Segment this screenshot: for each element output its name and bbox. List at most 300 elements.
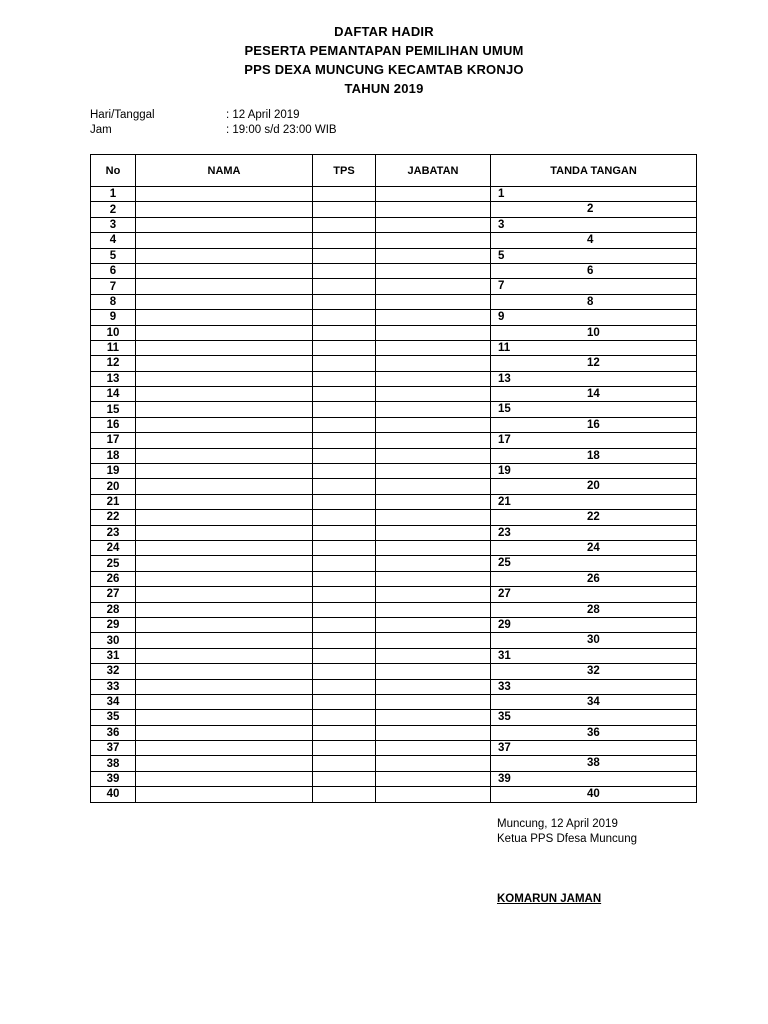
signature-number: 23: [498, 526, 511, 539]
date-value: : 12 April 2019: [226, 109, 300, 121]
signature-cell[interactable]: [491, 387, 697, 402]
signature-number: 35: [498, 711, 511, 724]
tps-cell[interactable]: [313, 556, 376, 571]
tps-cell[interactable]: [313, 756, 376, 771]
signature-cell[interactable]: [491, 340, 697, 355]
title-line-2: PESERTA PEMANTAPAN PEMILIHAN UMUM: [244, 43, 524, 58]
signature-number: 37: [498, 742, 511, 755]
table-row: [91, 233, 697, 248]
table-row: [91, 741, 697, 756]
tps-cell[interactable]: [313, 371, 376, 386]
row-number: 16: [91, 417, 136, 432]
signature-number: 32: [587, 665, 600, 678]
signature-cell[interactable]: [491, 464, 697, 479]
name-cell[interactable]: [136, 525, 313, 540]
name-cell[interactable]: [136, 679, 313, 694]
signature-cell[interactable]: [491, 510, 697, 525]
table-row: [91, 679, 697, 694]
tps-cell[interactable]: [313, 464, 376, 479]
tps-cell[interactable]: [313, 448, 376, 463]
table-row: [91, 464, 697, 479]
table-row: [91, 310, 697, 325]
jabatan-cell[interactable]: [376, 710, 491, 725]
column-header-jabatan: JABATAN: [376, 155, 491, 187]
name-cell[interactable]: [136, 556, 313, 571]
table-row: [91, 494, 697, 509]
table-row: [91, 433, 697, 448]
signature-cell[interactable]: [491, 202, 697, 217]
signature-cell[interactable]: [491, 233, 697, 248]
jabatan-cell[interactable]: [376, 310, 491, 325]
signature-number: 3: [498, 218, 505, 231]
signature-cell[interactable]: [491, 448, 697, 463]
signature-number: 28: [587, 603, 600, 616]
tps-cell[interactable]: [313, 540, 376, 555]
name-cell[interactable]: [136, 540, 313, 555]
table-row: [91, 771, 697, 786]
signature-number: 22: [587, 511, 600, 524]
signature-cell[interactable]: [491, 325, 697, 340]
table-row: [91, 356, 697, 371]
attendance-table: [90, 154, 697, 803]
signature-number: 34: [587, 695, 600, 708]
signature-cell[interactable]: [491, 417, 697, 432]
row-number: 3: [91, 217, 136, 232]
row-number: 24: [91, 540, 136, 555]
name-cell[interactable]: [136, 248, 313, 263]
name-cell[interactable]: [136, 356, 313, 371]
name-cell[interactable]: [136, 771, 313, 786]
row-number: 4: [91, 233, 136, 248]
jabatan-cell[interactable]: [376, 617, 491, 632]
name-cell[interactable]: [136, 325, 313, 340]
jabatan-cell[interactable]: [376, 648, 491, 663]
row-number: 27: [91, 587, 136, 602]
row-number: 37: [91, 741, 136, 756]
signature-number: 26: [587, 572, 600, 585]
name-cell[interactable]: [136, 202, 313, 217]
jabatan-cell[interactable]: [376, 340, 491, 355]
row-number: 23: [91, 525, 136, 540]
name-cell[interactable]: [136, 402, 313, 417]
signature-number: 20: [587, 480, 600, 493]
jabatan-cell[interactable]: [376, 294, 491, 309]
jabatan-cell[interactable]: [376, 417, 491, 432]
signature-number: 31: [498, 649, 511, 662]
signature-number: 5: [498, 249, 505, 262]
row-number: 22: [91, 510, 136, 525]
signature-number: 15: [498, 403, 511, 416]
signature-cell[interactable]: [491, 248, 697, 263]
table-row: [91, 387, 697, 402]
row-number: 11: [91, 340, 136, 355]
row-number: 8: [91, 294, 136, 309]
table-row: [91, 602, 697, 617]
row-number: 21: [91, 494, 136, 509]
row-number: 9: [91, 310, 136, 325]
table-row: [91, 340, 697, 355]
tps-cell[interactable]: [313, 417, 376, 432]
signature-number: 4: [587, 234, 594, 247]
name-cell[interactable]: [136, 617, 313, 632]
row-number: 29: [91, 617, 136, 632]
signature-cell[interactable]: [491, 217, 697, 232]
row-number: 31: [91, 648, 136, 663]
signature-role: Ketua PPS Dfesa Muncung: [497, 833, 637, 845]
jabatan-cell[interactable]: [376, 448, 491, 463]
row-number: 34: [91, 694, 136, 709]
row-number: 28: [91, 602, 136, 617]
table-row: [91, 787, 697, 802]
signature-cell[interactable]: [491, 771, 697, 786]
tps-cell[interactable]: [313, 725, 376, 740]
jabatan-cell[interactable]: [376, 387, 491, 402]
tps-cell[interactable]: [313, 710, 376, 725]
signature-cell[interactable]: [491, 479, 697, 494]
row-number: 6: [91, 263, 136, 278]
table-row: [91, 263, 697, 278]
signature-cell[interactable]: [491, 710, 697, 725]
jabatan-cell[interactable]: [376, 433, 491, 448]
time-value: : 19:00 s/d 23:00 WIB: [226, 124, 337, 136]
tps-cell[interactable]: [313, 202, 376, 217]
name-cell[interactable]: [136, 664, 313, 679]
jabatan-cell[interactable]: [376, 510, 491, 525]
tps-cell[interactable]: [313, 263, 376, 278]
table-row: [91, 725, 697, 740]
title-line-1: DAFTAR HADIR: [334, 24, 434, 39]
signature-cell[interactable]: [491, 571, 697, 586]
signature-cell[interactable]: [491, 741, 697, 756]
table-row: [91, 648, 697, 663]
name-cell[interactable]: [136, 217, 313, 232]
row-number: 40: [91, 787, 136, 802]
row-number: 1: [91, 187, 136, 202]
signature-number: 24: [587, 541, 600, 554]
signature-cell[interactable]: [491, 679, 697, 694]
jabatan-cell[interactable]: [376, 325, 491, 340]
signature-number: 2: [587, 203, 594, 216]
signature-cell[interactable]: [491, 694, 697, 709]
tps-cell[interactable]: [313, 664, 376, 679]
row-number: 15: [91, 402, 136, 417]
name-cell[interactable]: [136, 340, 313, 355]
signature-cell[interactable]: [491, 587, 697, 602]
signature-cell[interactable]: [491, 356, 697, 371]
tps-cell[interactable]: [313, 233, 376, 248]
name-cell[interactable]: [136, 756, 313, 771]
info-time-row: [90, 124, 337, 136]
jabatan-cell[interactable]: [376, 248, 491, 263]
name-cell[interactable]: [136, 464, 313, 479]
table-row: [91, 325, 697, 340]
row-number: 2: [91, 202, 136, 217]
signature-number: 36: [587, 726, 600, 739]
signature-cell[interactable]: [491, 371, 697, 386]
tps-cell[interactable]: [313, 402, 376, 417]
signature-number: 10: [587, 326, 600, 339]
jabatan-cell[interactable]: [376, 356, 491, 371]
table-row: [91, 756, 697, 771]
tps-cell[interactable]: [313, 325, 376, 340]
signature-number: 16: [587, 418, 600, 431]
tps-cell[interactable]: [313, 279, 376, 294]
jabatan-cell[interactable]: [376, 694, 491, 709]
tps-cell[interactable]: [313, 617, 376, 632]
table-row: [91, 510, 697, 525]
jabatan-cell[interactable]: [376, 187, 491, 202]
signature-number: 7: [498, 280, 505, 293]
signature-number: 6: [587, 264, 594, 277]
signature-number: 29: [498, 618, 511, 631]
name-cell[interactable]: [136, 279, 313, 294]
signature-number: 21: [498, 495, 511, 508]
table-row: [91, 248, 697, 263]
name-cell[interactable]: [136, 233, 313, 248]
name-cell[interactable]: [136, 725, 313, 740]
name-cell[interactable]: [136, 694, 313, 709]
column-header-tanda-tangan: TANDA TANGAN: [491, 155, 697, 187]
tps-cell[interactable]: [313, 648, 376, 663]
table-row: [91, 479, 697, 494]
table-header-row: [91, 155, 697, 187]
table-row: [91, 587, 697, 602]
row-number: 19: [91, 464, 136, 479]
table-row: [91, 417, 697, 432]
jabatan-cell[interactable]: [376, 587, 491, 602]
row-number: 26: [91, 571, 136, 586]
signature-number: 39: [498, 772, 511, 785]
signature-cell[interactable]: [491, 756, 697, 771]
tps-cell[interactable]: [313, 248, 376, 263]
jabatan-cell[interactable]: [376, 217, 491, 232]
tps-cell[interactable]: [313, 741, 376, 756]
jabatan-cell[interactable]: [376, 787, 491, 802]
signature-place-date: Muncung, 12 April 2019: [497, 818, 618, 830]
row-number: 7: [91, 279, 136, 294]
jabatan-cell[interactable]: [376, 571, 491, 586]
name-cell[interactable]: [136, 587, 313, 602]
table-row: [91, 402, 697, 417]
column-header-nama: NAMA: [136, 155, 313, 187]
table-row: [91, 279, 697, 294]
name-cell[interactable]: [136, 494, 313, 509]
table-row: [91, 617, 697, 632]
signature-name: KOMARUN JAMAN: [497, 893, 602, 905]
name-cell[interactable]: [136, 648, 313, 663]
name-cell[interactable]: [136, 433, 313, 448]
signature-number: 18: [587, 449, 600, 462]
row-number: 14: [91, 387, 136, 402]
jabatan-cell[interactable]: [376, 556, 491, 571]
signature-cell[interactable]: [491, 787, 697, 802]
signature-number: 19: [498, 465, 511, 478]
table-row: [91, 556, 697, 571]
jabatan-cell[interactable]: [376, 279, 491, 294]
row-number: 25: [91, 556, 136, 571]
name-cell[interactable]: [136, 310, 313, 325]
jabatan-cell[interactable]: [376, 633, 491, 648]
tps-cell[interactable]: [313, 787, 376, 802]
table-row: [91, 633, 697, 648]
row-number: 35: [91, 710, 136, 725]
table-row: [91, 294, 697, 309]
signature-cell[interactable]: [491, 648, 697, 663]
jabatan-cell[interactable]: [376, 464, 491, 479]
tps-cell[interactable]: [313, 387, 376, 402]
row-number: 13: [91, 371, 136, 386]
signature-cell[interactable]: [491, 187, 697, 202]
signature-number: 27: [498, 588, 511, 601]
signature-cell[interactable]: [491, 402, 697, 417]
row-number: 10: [91, 325, 136, 340]
signature-cell[interactable]: [491, 664, 697, 679]
signature-number: 25: [498, 557, 511, 570]
name-cell[interactable]: [136, 787, 313, 802]
row-number: 18: [91, 448, 136, 463]
name-cell[interactable]: [136, 510, 313, 525]
signature-number: 9: [498, 311, 505, 324]
name-cell[interactable]: [136, 479, 313, 494]
tps-cell[interactable]: [313, 356, 376, 371]
column-header-tps: TPS: [313, 155, 376, 187]
name-cell[interactable]: [136, 294, 313, 309]
signature-number: 33: [498, 680, 511, 693]
jabatan-cell[interactable]: [376, 233, 491, 248]
tps-cell[interactable]: [313, 602, 376, 617]
tps-cell[interactable]: [313, 187, 376, 202]
jabatan-cell[interactable]: [376, 771, 491, 786]
signature-cell[interactable]: [491, 494, 697, 509]
name-cell[interactable]: [136, 710, 313, 725]
name-cell[interactable]: [136, 263, 313, 278]
tps-cell[interactable]: [313, 494, 376, 509]
signature-number: 38: [587, 757, 600, 770]
signature-number: 13: [498, 372, 511, 385]
jabatan-cell[interactable]: [376, 741, 491, 756]
jabatan-cell[interactable]: [376, 371, 491, 386]
signature-cell[interactable]: [491, 602, 697, 617]
tps-cell[interactable]: [313, 571, 376, 586]
date-label: Hari/Tanggal: [90, 109, 155, 121]
title-line-4: TAHUN 2019: [344, 81, 424, 96]
signature-number: 14: [587, 388, 600, 401]
tps-cell[interactable]: [313, 479, 376, 494]
signature-number: 11: [498, 341, 511, 354]
time-label: Jam: [90, 124, 112, 136]
table-row: [91, 540, 697, 555]
column-header-no: No: [91, 155, 136, 187]
tps-cell[interactable]: [313, 217, 376, 232]
signature-number: 30: [587, 634, 600, 647]
tps-cell[interactable]: [313, 771, 376, 786]
tps-cell[interactable]: [313, 433, 376, 448]
row-number: 32: [91, 664, 136, 679]
signature-cell[interactable]: [491, 617, 697, 632]
tps-cell[interactable]: [313, 510, 376, 525]
signature-cell[interactable]: [491, 556, 697, 571]
jabatan-cell[interactable]: [376, 525, 491, 540]
jabatan-cell[interactable]: [376, 664, 491, 679]
jabatan-cell[interactable]: [376, 756, 491, 771]
tps-cell[interactable]: [313, 525, 376, 540]
row-number: 20: [91, 479, 136, 494]
signature-cell[interactable]: [491, 294, 697, 309]
signature-number: 8: [587, 295, 594, 308]
document-title: [0, 22, 768, 98]
row-number: 39: [91, 771, 136, 786]
signature-number: 1: [498, 188, 505, 200]
table-row: [91, 187, 697, 202]
signature-number: 40: [587, 788, 600, 801]
name-cell[interactable]: [136, 387, 313, 402]
row-number: 12: [91, 356, 136, 371]
tps-cell[interactable]: [313, 587, 376, 602]
name-cell[interactable]: [136, 187, 313, 202]
signature-cell[interactable]: [491, 725, 697, 740]
table-row: [91, 525, 697, 540]
jabatan-cell[interactable]: [376, 494, 491, 509]
row-number: 30: [91, 633, 136, 648]
jabatan-cell[interactable]: [376, 725, 491, 740]
table-row: [91, 571, 697, 586]
jabatan-cell[interactable]: [376, 540, 491, 555]
table-row: [91, 664, 697, 679]
info-date-row: [90, 109, 300, 121]
signature-cell[interactable]: [491, 263, 697, 278]
jabatan-cell[interactable]: [376, 402, 491, 417]
name-cell[interactable]: [136, 602, 313, 617]
name-cell[interactable]: [136, 448, 313, 463]
table-row: [91, 448, 697, 463]
row-number: 38: [91, 756, 136, 771]
signature-cell[interactable]: [491, 433, 697, 448]
jabatan-cell[interactable]: [376, 479, 491, 494]
row-number: 36: [91, 725, 136, 740]
jabatan-cell[interactable]: [376, 263, 491, 278]
tps-cell[interactable]: [313, 694, 376, 709]
signature-cell[interactable]: [491, 525, 697, 540]
name-cell[interactable]: [136, 633, 313, 648]
signature-cell[interactable]: [491, 279, 697, 294]
signature-number: 12: [587, 357, 600, 370]
title-line-3: PPS DEXA MUNCUNG KECAMTAB KRONJO: [244, 62, 524, 77]
table-row: [91, 371, 697, 386]
tps-cell[interactable]: [313, 633, 376, 648]
table-row: [91, 710, 697, 725]
jabatan-cell[interactable]: [376, 202, 491, 217]
signature-cell[interactable]: [491, 540, 697, 555]
table-row: [91, 694, 697, 709]
jabatan-cell[interactable]: [376, 602, 491, 617]
row-number: 17: [91, 433, 136, 448]
tps-cell[interactable]: [313, 679, 376, 694]
name-cell[interactable]: [136, 417, 313, 432]
table-row: [91, 202, 697, 217]
tps-cell[interactable]: [313, 294, 376, 309]
name-cell[interactable]: [136, 741, 313, 756]
signature-cell[interactable]: [491, 310, 697, 325]
name-cell[interactable]: [136, 571, 313, 586]
tps-cell[interactable]: [313, 340, 376, 355]
tps-cell[interactable]: [313, 310, 376, 325]
name-cell[interactable]: [136, 371, 313, 386]
signature-number: 17: [498, 434, 511, 447]
signature-cell[interactable]: [491, 633, 697, 648]
row-number: 33: [91, 679, 136, 694]
jabatan-cell[interactable]: [376, 679, 491, 694]
row-number: 5: [91, 248, 136, 263]
